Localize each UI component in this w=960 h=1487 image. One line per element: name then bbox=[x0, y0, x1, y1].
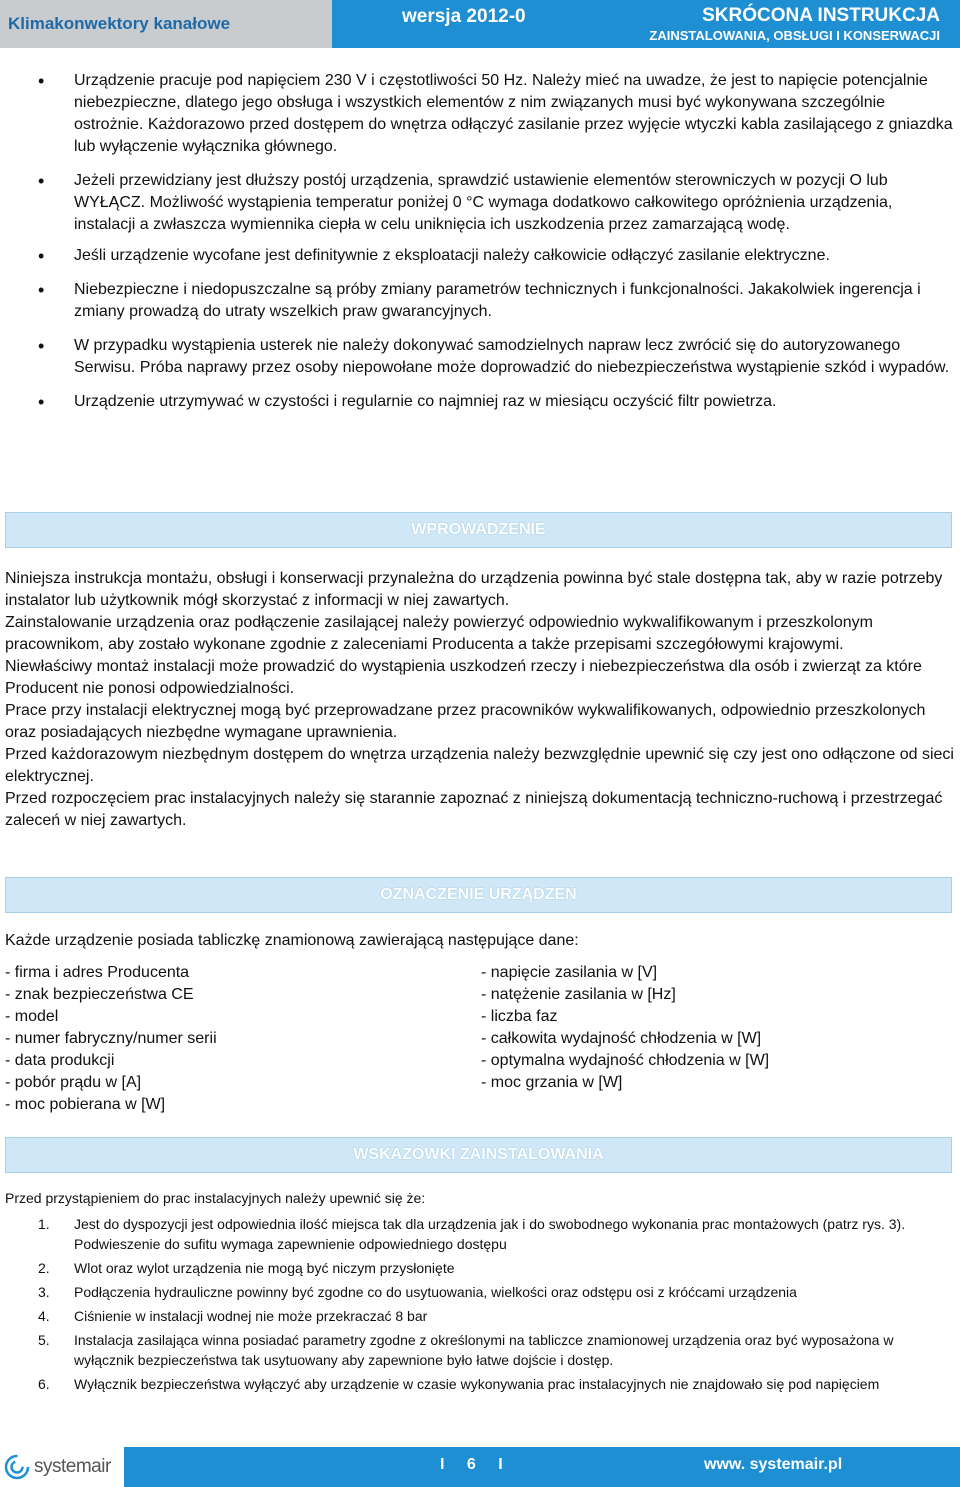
step-number: 6. bbox=[38, 1376, 50, 1392]
header-subtitle: ZAINSTALOWANIA, OBSŁUGI I KONSERWACJI bbox=[649, 28, 940, 43]
nameplate-item: - napięcie zasilania w [V] bbox=[481, 964, 658, 981]
nameplate-item: - moc pobierana w [W] bbox=[5, 1096, 166, 1113]
safety-bullet-list bbox=[38, 70, 958, 425]
installation-step bbox=[38, 1330, 956, 1370]
installation-step bbox=[38, 1306, 956, 1326]
step-number: 1. bbox=[38, 1216, 50, 1232]
nameplate-item: - pobór prądu w [A] bbox=[5, 1074, 142, 1091]
header-title: SKRÓCONA INSTRUKCJA bbox=[702, 5, 940, 26]
safety-bullet: • Niebezpieczne i niedopuszczalne są próby zmiany parametrów technicznych i funkcjonalności. Jakakolwiek ingerencja i zmiany prowadzą do utraty wszelkich praw gwarancyjnych. bbox=[38, 279, 958, 323]
nameplate-list-left bbox=[5, 962, 217, 1116]
step-text: Wyłącznik bezpieczeństwa wyłączyć aby urządzenie w czasie wykonywania prac instalacyjnych nie znajdowało się pod napięciem bbox=[74, 1376, 880, 1392]
nameplate-item: - natężenie zasilania w [Hz] bbox=[481, 986, 676, 1003]
nameplate-item: - moc grzania w [W] bbox=[481, 1074, 623, 1091]
nameplate-item: - liczba faz bbox=[481, 1008, 558, 1025]
website-link[interactable]: www. systemair.pl bbox=[704, 1456, 843, 1473]
installation-steps bbox=[38, 1214, 956, 1398]
header-version: wersja 2012-0 bbox=[402, 6, 526, 27]
step-text: Podłączenia hydrauliczne powinny być zgodne co do usytuowania, wielkości oraz odstępu osi z króćcami urządzenia bbox=[74, 1284, 797, 1300]
safety-bullet: • Urządzenie pracuje pod napięciem 230 V i częstotliwości 50 Hz. Należy mieć na uwadze, że jest to napięcie potencjalnie niebezpieczne, dlatego jego obsługa i wszystkich elementów z nim związanych musi być wykonywana szczególnie ostrożnie. Każdorazowo przed dostępem do wnętrza odłączyć zasilanie przez wyjęcie wtyczki kabla zasilającego z gniazdka lub wyłączenie wyłącznika głównego. bbox=[38, 70, 958, 158]
section-heading-wskazowki: WSKAZÓWKI ZAINSTALOWANIA bbox=[5, 1137, 952, 1173]
nameplate-item: - firma i adres Producenta bbox=[5, 964, 190, 981]
intro-paragraph: Przed rozpoczęciem prac instalacyjnych należy się starannie zapoznać z niniejszą dokumentacją techniczno-ruchową i przestrzegać zaleceń w niej zawartych. bbox=[5, 790, 943, 829]
systemair-swirl-icon bbox=[4, 1454, 30, 1480]
section-heading-wprowadzenie: WPROWADZENIE bbox=[5, 512, 952, 548]
safety-bullet: • Urządzenie utrzymywać w czystości i regularnie co najmniej raz w miesiącu oczyścić filtr powietrza. bbox=[38, 391, 958, 413]
nameplate-item: - całkowita wydajność chłodzenia w [W] bbox=[481, 1030, 762, 1047]
step-number: 4. bbox=[38, 1308, 50, 1324]
brand-name: systemair bbox=[34, 1456, 111, 1477]
header-band bbox=[332, 0, 960, 48]
nameplate-item: - model bbox=[5, 1008, 59, 1025]
intro-paragraph: Przed każdorazowym niezbędnym dostępem do wnętrza urządzenia należy bezwzględnie upewnić się czy jest ono odłączone od sieci elektrycznej. bbox=[5, 746, 954, 785]
step-text: Ciśnienie w instalacji wodnej nie może przekraczać 8 bar bbox=[74, 1308, 428, 1324]
nameplate-item: - znak bezpieczeństwa CE bbox=[5, 986, 194, 1003]
nameplate-list-right bbox=[481, 962, 769, 1094]
installation-step bbox=[38, 1282, 956, 1302]
installation-step bbox=[38, 1214, 956, 1254]
section-heading-oznaczenie: OZNACZENIE URZĄDZEŃ bbox=[5, 877, 952, 913]
step-number: 3. bbox=[38, 1284, 50, 1300]
systemair-logo bbox=[0, 1447, 124, 1487]
page-footer bbox=[0, 1447, 960, 1487]
nameplate-item: - optymalna wydajność chłodzenia w [W] bbox=[481, 1052, 770, 1069]
intro-paragraph: Zainstalowanie urządzenia oraz podłączenie zasilającej należy powierzyć odpowiednio wykwalifikowanym i przeszkolonym pracownikom, aby zostało wykonane zgodnie z zaleceniami Producenta a także przepisami szczegółowymi krajowymi. bbox=[5, 614, 873, 653]
nameplate-item: - numer fabryczny/numer serii bbox=[5, 1030, 217, 1047]
page-header bbox=[0, 0, 960, 48]
installation-step bbox=[38, 1374, 956, 1394]
nameplate-item: - data produkcji bbox=[5, 1052, 115, 1069]
safety-bullet: • Jeżeli przewidziany jest dłuższy postój urządzenia, sprawdzić ustawienie elementów sterowniczych w pozycji O lub WYŁĄCZ. Możliwość wystąpienia temperatur poniżej 0 °C wymaga dodatkowo całkowitego opróżnienia urządzenia, instalacji a zwłaszcza wymiennika ciepła w celu uniknięcia ich uszkodzenia przez zamarzającą wodę. bbox=[38, 170, 958, 236]
intro-paragraph: Niewłaściwy montaż instalacji może prowadzić do wystąpienia uszkodzeń rzeczy i niebezpieczeństwa dla osób i zwierząt za które Producent nie ponosi odpowiedzialności. bbox=[5, 658, 922, 697]
footer-band bbox=[124, 1447, 960, 1487]
header-product-name: Klimakonwektory kanałowe bbox=[0, 0, 332, 48]
step-text: Instalacja zasilająca winna posiadać parametry zgodne z określonymi na tabliczce znamionowej urządzenia oraz być wyposażona w wyłącznik bezpieczeństwa tak usytuowany aby zapewnione było łatwe dojście i dostęp. bbox=[74, 1332, 894, 1368]
intro-paragraph: Niniejsza instrukcja montażu, obsługi i konserwacji przynależna do urządzenia powinna być stale dostępna tak, aby w razie potrzeby instalator lub użytkownik mógł skorzystać z informacji w niej zawartych. bbox=[5, 570, 943, 609]
step-number: 2. bbox=[38, 1260, 50, 1276]
installation-lead: Przed przystąpieniem do prac instalacyjnych należy upewnić się że: bbox=[5, 1190, 426, 1206]
step-text: Wlot oraz wylot urządzenia nie mogą być niczym przysłonięte bbox=[74, 1260, 455, 1276]
step-number: 5. bbox=[38, 1332, 50, 1348]
step-text: Jest do dyspozycji jest odpowiednia ilość miejsca tak dla urządzenia jak i do swobodnego wykonania prac montażowych (patrz rys. 3). Podwieszenie do sufitu wymaga zapewnienie odpowiedniego dostępu bbox=[74, 1216, 906, 1252]
nameplate-lead: Każde urządzenie posiada tabliczkę znamionową zawierającą następujące dane: bbox=[5, 932, 579, 949]
intro-paragraph: Prace przy instalacji elektrycznej mogą być przeprowadzane przez pracowników wykwalifikowanych, odpowiednio przeszkolonych oraz posiadających niezbędne wymagane uprawnienia. bbox=[5, 702, 926, 741]
installation-step bbox=[38, 1258, 956, 1278]
safety-bullet: • W przypadku wystąpienia usterek nie należy dokonywać samodzielnych napraw lecz zwrócić się do autoryzowanego Serwisu. Próba naprawy przez osoby niepowołane może doprowadzić do niebezpieczeństwa wystąpienie szkód i wypadów. bbox=[38, 335, 958, 379]
page-number: I 6 I bbox=[440, 1456, 503, 1473]
intro-text bbox=[5, 568, 957, 832]
safety-bullet: • Jeśli urządzenie wycofane jest definitywnie z eksploatacji należy całkowicie odłączyć zasilanie elektryczne. bbox=[38, 245, 958, 267]
